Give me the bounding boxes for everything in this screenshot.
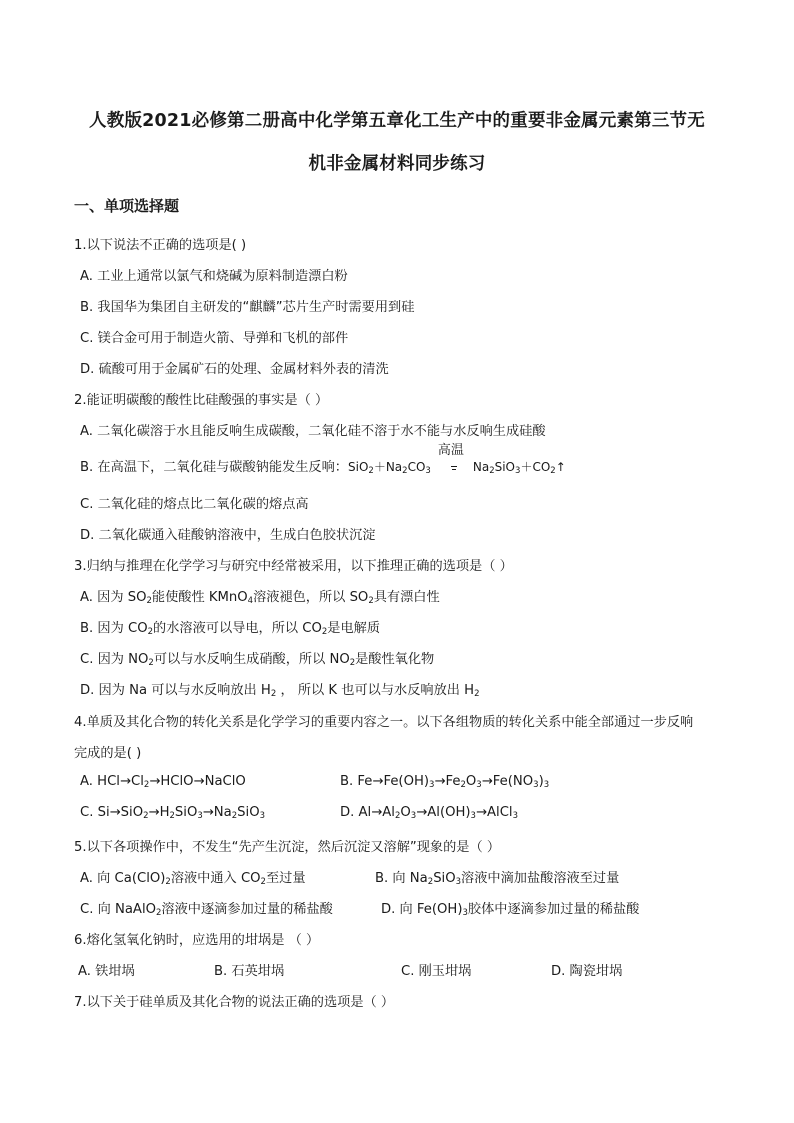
question-3-option-a[interactable]: A. 因为 $SO_2$能使酸性 KMnO$_4$溶液褪色，所以 $SO_2$具有漂白性: [80, 590, 440, 606]
question-5-option-d[interactable]: D. 向 $Fe(OH)_3$胶体中逐滴参加过量的稀盐酸: [381, 902, 640, 918]
question-2-option-a[interactable]: A. 二氧化碳溶于水且能反响生成碳酸，二氧化硅不溶于水不能与水反响生成硅酸: [80, 424, 546, 439]
question-2-option-c[interactable]: C. 二氧化硅的熔点比二氧化碳的熔点高: [80, 497, 309, 512]
question-6-stem: 6.熔化氢氧化钠时，应选用的坩埚是 （ ）: [74, 933, 320, 948]
question-4-option-d[interactable]: D. $Al\to Al_2O_3\to Al(OH)_3\to AlCl_3$: [340, 805, 518, 821]
question-2-option-b-text: B. 在高温下，二氧化硅与碳酸钠能发生反响：: [80, 460, 348, 475]
question-7-stem: 7.以下关于硅单质及其化合物的说法正确的选项是（ ）: [74, 995, 395, 1010]
question-6-option-d[interactable]: D. 陶瓷坩埚: [551, 964, 623, 979]
question-2-stem: 2.能证明碳酸的酸性比硅酸强的事实是（ ）: [74, 393, 329, 408]
question-4-option-b[interactable]: B. $Fe\to Fe(OH)_3\to Fe_2O_3\to Fe(NO_3)_3$: [340, 774, 550, 790]
question-3-stem: 3.归纳与推理在化学学习与研究中经常被采用，以下推理正确的选项是（ ）: [74, 559, 513, 574]
question-6-option-c[interactable]: C. 刚玉坩埚: [401, 964, 472, 979]
question-1-option-c[interactable]: C. 镁合金可用于制造火箭、导弹和飞机的部件: [80, 331, 349, 346]
question-6-option-b[interactable]: B. 石英坩埚: [214, 964, 285, 979]
question-5-option-a[interactable]: A. 向 $Ca(ClO)_2$溶液中通入 $CO_2$至过量: [80, 871, 306, 887]
question-1-stem: 1.以下说法不正确的选项是( ): [74, 238, 247, 253]
question-4-stem-line2: 完成的是( ): [74, 746, 142, 761]
question-1-option-a[interactable]: A. 工业上通常以氯气和烧碱为原料制造漂白粉: [80, 269, 348, 284]
question-4-option-c[interactable]: C. $Si\to SiO_2\to H_2SiO_3\to Na_2SiO_3$: [80, 805, 266, 821]
question-5-stem: 5.以下各项操作中，不发生“先产生沉淀，然后沉淀又溶解”现象的是（ ）: [74, 840, 501, 855]
question-3-option-c[interactable]: C. 因为 $NO_2$可以与水反响生成硝酸，所以 $NO_2$是酸性氧化物: [80, 652, 435, 668]
document-title-line2: 机非金属材料同步练习: [308, 154, 486, 174]
question-3-option-d[interactable]: D. 因为 Na 可以与水反响放出 $H_2$ ， 所以 K 也可以与水反响放出 $H_2$: [80, 683, 480, 699]
question-5-option-b[interactable]: B. 向 $Na_2SiO_3$溶液中滴加盐酸溶液至过量: [375, 871, 620, 887]
question-6-option-a[interactable]: A. 铁坩埚: [78, 964, 135, 979]
question-1-option-d[interactable]: D. 硫酸可用于金属矿石的处理、金属材料外表的清洗: [80, 362, 389, 377]
question-4-stem-line1: 4.单质及其化合物的转化关系是化学学习的重要内容之一。以下各组物质的转化关系中能全部通过一步反响: [74, 715, 694, 730]
reaction-equation: $SiO_2+Na_2CO_3$ 高温 $Na_2SiO_3+CO_2↑$: [348, 443, 566, 476]
question-4-option-a[interactable]: A. $HCl\to Cl_2\to HClO\to NaClO$: [80, 774, 246, 790]
question-5-option-c[interactable]: C. 向 NaAlO$_2$溶液中逐滴参加过量的稀盐酸: [80, 902, 333, 918]
document-title-line1: 人教版2021必修第二册高中化学第五章化工生产中的重要非金属元素第三节无: [89, 111, 705, 131]
question-2-option-d[interactable]: D. 二氧化碳通入硅酸钠溶液中，生成白色胶状沉淀: [80, 528, 376, 543]
question-2-option-b[interactable]: [80, 443, 566, 476]
section-heading: 一、单项选择题: [74, 197, 180, 215]
question-1-option-b[interactable]: B. 我国华为集团自主研发的“麒麟”芯片生产时需要用到硅: [80, 300, 415, 315]
reaction-condition: 高温: [437, 459, 471, 471]
question-3-option-b[interactable]: B. 因为 $CO_2$的水溶液可以导电，所以 $CO_2$是电解质: [80, 621, 381, 637]
